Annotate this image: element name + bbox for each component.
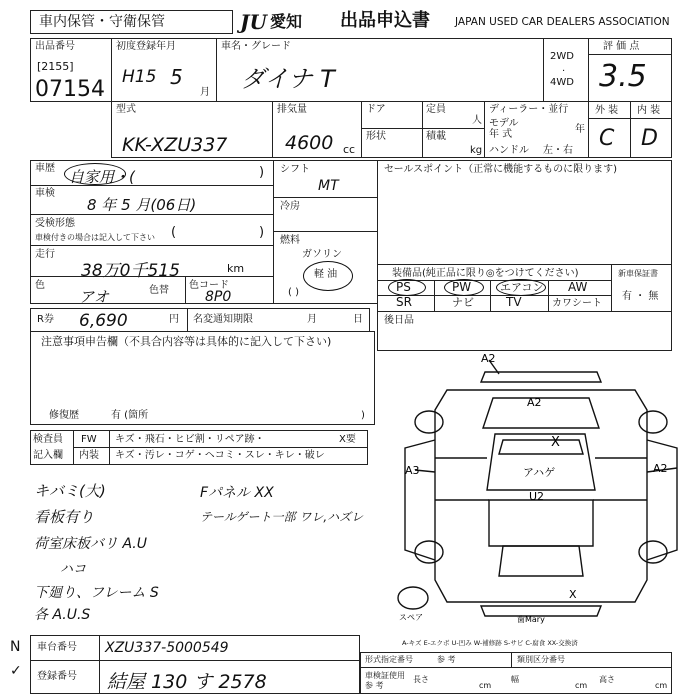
exterior-value: C (599, 126, 615, 151)
aircon-circle (496, 279, 546, 296)
equipment-label: 装備品(純正品に限り◎をつけてください) (392, 268, 579, 279)
cert-dim-height-unit: cm (655, 681, 668, 690)
equip-ps: PS (396, 280, 411, 294)
history-circle (64, 163, 126, 185)
door-capacity-box (361, 101, 485, 158)
repair-value: 有 (箇所 (111, 410, 149, 421)
fuel-circle (303, 261, 353, 291)
cert-label-1b: 参 考 (437, 655, 456, 664)
history-label: 車歴 (35, 163, 55, 174)
note-right-2: テールゲート一部 ワレ,ハズレ (200, 510, 364, 524)
cert-label-2: 類別区分番号 (517, 655, 565, 664)
note-left-2: 看板有り (34, 508, 95, 526)
inspector-label-2: 記入欄 (33, 450, 63, 461)
sales-point-box (377, 160, 672, 265)
fw-items: キズ・飛石・ヒビ割・リペア跡・ (115, 434, 265, 445)
warranty-label: 新車保証書 (618, 269, 658, 278)
storage-box (30, 10, 233, 34)
reg-box (111, 38, 217, 102)
equip-leather: カワシート (552, 298, 602, 309)
cert-dim-length: 長さ (413, 675, 429, 684)
note-left-5: 下廻り、フレーム S (34, 585, 159, 601)
diag-a3: A3 (405, 464, 420, 477)
color-code-label: 色コード (189, 280, 229, 291)
plate-check: ✓ (10, 663, 22, 679)
chassis-value: XZU337-5000549 (105, 640, 229, 656)
displacement-label: 排気量 (277, 104, 307, 115)
diag-ahage: アハゲ (523, 466, 556, 479)
name-box (216, 38, 544, 102)
received-note: 車検付きの場合は記入して下さい (35, 233, 155, 242)
chassis-check: N (10, 639, 21, 655)
rear-box (377, 311, 672, 351)
ps-circle (388, 279, 426, 296)
note-right-1: Fパネル XX (200, 485, 274, 501)
inspection-row (30, 185, 274, 215)
shift-value: MT (318, 178, 339, 194)
cert-label-1: 形式指定番号 (365, 655, 413, 664)
inspector-label-1: 検査員 (33, 434, 63, 445)
plate-value: 結屋 130 す 2578 (107, 671, 267, 693)
mileage-value: 38万0千515 (81, 261, 180, 281)
fuel-other: ( ) (288, 287, 299, 298)
ac-label: 冷房 (280, 201, 300, 212)
chassis-row (30, 635, 360, 661)
rear-section (489, 500, 593, 546)
deadline-month: 月 (307, 314, 317, 325)
fw-label: FW (81, 434, 97, 445)
ju-logo-text: JU (240, 10, 267, 34)
received-close: ) (259, 225, 265, 240)
equip-aw: AW (568, 280, 588, 294)
handle-lr: 左・右 (543, 145, 573, 156)
drive-2wd: 2WD (550, 51, 574, 62)
storage-label: 車内保管・守衛保管 (39, 14, 165, 30)
fuel-diesel: 軽 油 (314, 269, 338, 280)
name-value: ダイナ T (241, 65, 335, 93)
warranty-box (611, 264, 672, 312)
mileage-label: 走行 (35, 249, 55, 260)
inspector-box (30, 430, 368, 465)
chassis-label: 車台番号 (37, 642, 77, 653)
notes-box (30, 331, 375, 425)
reg-era: H15 (122, 67, 157, 87)
year-label: 年 式 (489, 129, 513, 140)
wheel-rear-right (639, 541, 667, 563)
diag-a2-hood: A2 (527, 396, 542, 409)
mileage-row (30, 245, 274, 281)
plate-label: 登録番号 (37, 671, 77, 682)
shape-label: 形状 (366, 131, 386, 142)
history-value: 自家用・( (69, 168, 135, 186)
type-label: 型式 (116, 104, 136, 115)
door-label: ドア (366, 104, 386, 115)
fw-x: X要 (339, 434, 356, 445)
diag-a2-top: A2 (481, 352, 496, 365)
wheel-front-right (639, 411, 667, 433)
cab-roof (487, 434, 595, 490)
sales-point-label: セールスポイント（正常に機能するものに限ります) (384, 164, 618, 175)
equip-sr: SR (396, 295, 412, 309)
equip-tv: TV (506, 295, 522, 309)
received-row (30, 214, 274, 246)
pw-circle (444, 279, 484, 296)
logo-prefecture: 愛知 (270, 12, 303, 31)
drive-4wd: 4WD (550, 77, 574, 88)
color-row (30, 276, 274, 304)
equip-navi: ナビ (452, 296, 474, 309)
capacity-unit: 人 (472, 115, 482, 126)
lot-box (30, 38, 112, 102)
capacity-label: 定員 (426, 104, 446, 115)
inspection-value: 8 年 5 月(06日) (87, 196, 197, 214)
type-box (111, 101, 273, 158)
warranty-value: 有 ・ 無 (622, 291, 659, 302)
score-label: 評 価 点 (603, 41, 640, 52)
fuel-gasoline: ガソリン (302, 249, 342, 260)
year-unit: 年 (575, 124, 585, 135)
note-left-6: 各 A.U.S (34, 607, 91, 623)
spare-label: スペア (399, 613, 423, 622)
lot-number: 07154 (35, 77, 105, 102)
plate-row (30, 660, 360, 694)
reg-month: 5 (170, 65, 183, 89)
cert-box (360, 652, 672, 694)
cert-length-label: 車検証使用 (365, 671, 405, 680)
color-label: 色 (35, 280, 45, 291)
rear-label: 後日品 (384, 315, 414, 326)
mileage-unit: km (227, 262, 245, 275)
diag-x-roof: X (551, 435, 560, 450)
handle-label: ハンドル (489, 145, 529, 156)
notes-label: 注意事項申告欄（不具合内容等は具体的に記入して下さい) (41, 335, 332, 348)
equip-pw: PW (452, 280, 472, 294)
interior-value: D (641, 126, 658, 151)
color-code-value: 8P0 (205, 289, 232, 305)
score-box (588, 38, 672, 102)
received-open: ( (171, 225, 177, 240)
dealer-box (484, 101, 589, 158)
received-label: 受検形態 (35, 218, 75, 229)
diag-u2: U2 (529, 490, 545, 503)
association-name: JAPAN USED CAR DEALERS ASSOCIATION (455, 16, 670, 28)
interior-row-label: 内装 (79, 450, 99, 461)
displacement-box (272, 101, 362, 158)
lot-label: 出品番号 (35, 41, 75, 52)
cert-dim-length-unit: cm (479, 681, 492, 690)
deadline-day: 日 (353, 314, 363, 325)
drive-box (543, 38, 589, 102)
interior-row-items: キズ・汚レ・コゲ・ヘコミ・スレ・キレ・破レ (115, 450, 325, 461)
recycle-row (30, 308, 370, 332)
repair-close: ) (361, 410, 365, 421)
recycle-label: R券 (37, 314, 54, 325)
note-left-3: 荷室床板バリ A.U (34, 536, 147, 552)
drive-dot: · (562, 66, 566, 77)
fuel-label: 燃料 (280, 235, 300, 246)
color-value: アオ (79, 288, 109, 306)
recycle-value: 6,690 (79, 311, 128, 331)
load-label: 積載 (426, 131, 446, 142)
model-label: モデル (489, 118, 519, 129)
cert-length-sub: 参 考 (365, 681, 384, 690)
dealer-label: ディーラー・並行 (489, 104, 569, 115)
shift-label: シフト (280, 164, 310, 175)
bottom-note: 歯Mary (517, 615, 545, 624)
cert-dim-height: 高さ (599, 675, 615, 684)
cert-dim-width-unit: cm (575, 681, 588, 690)
spare-tire (398, 587, 428, 609)
displacement-value: 4600 (285, 132, 334, 154)
type-value: KK-XZU337 (122, 134, 228, 156)
diag-x-rear: X (569, 588, 577, 601)
inspection-label: 車検 (35, 188, 55, 199)
history-close: ) (259, 165, 265, 180)
repair-label: 修復歴 (49, 410, 79, 421)
left-side (405, 440, 435, 560)
damage-legend: A-キズ E-エクボ U-凹み W-補修跡 S-サビ C-腐食 XX-交換済 (402, 639, 578, 647)
exterior-interior-box (588, 101, 672, 158)
load-unit: kg (470, 145, 483, 156)
right-side (647, 440, 677, 560)
name-label: 車名・グレード (221, 41, 291, 52)
note-left-4: ハコ (60, 562, 87, 577)
reg-label: 初度登録年月 (116, 41, 176, 52)
cert-dim-width: 幅 (511, 675, 519, 684)
rear-window (499, 546, 583, 576)
lot-subnumber: [2155] (37, 60, 74, 73)
exterior-label: 外 装 (595, 105, 619, 116)
wheel-rear-left (415, 541, 443, 563)
score-value: 3.5 (599, 59, 647, 94)
reg-month-unit: 月 (200, 87, 210, 98)
car-damage-diagram (385, 350, 685, 640)
deadline-label: 名変通知期限 (193, 314, 253, 325)
windshield (499, 440, 583, 454)
interior-label: 内 装 (637, 105, 661, 116)
form-title: 出品申込書 (340, 10, 430, 31)
wheel-front-left (415, 411, 443, 433)
recycle-unit: 円 (169, 314, 179, 325)
note-left-1: キバミ(大) (34, 482, 106, 500)
diag-a2-right: A2 (653, 462, 668, 475)
displacement-unit: cc (343, 143, 356, 156)
repaint-label: 色替 (149, 285, 169, 296)
equip-aircon: エアコン (500, 281, 544, 294)
